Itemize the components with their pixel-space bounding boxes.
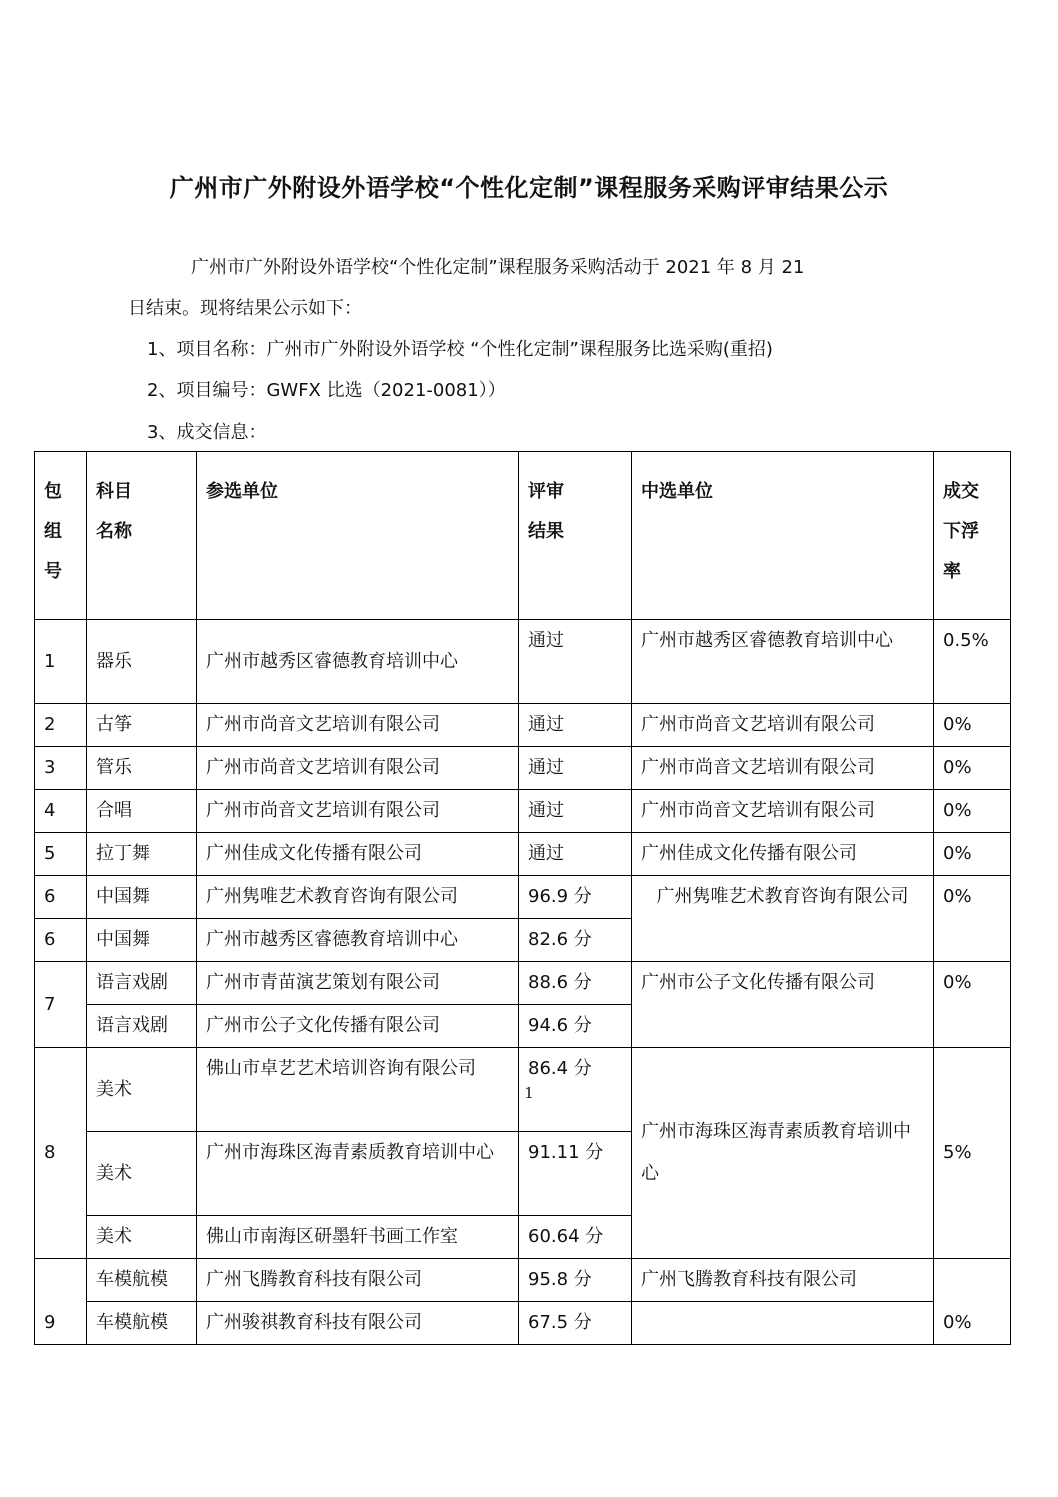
cell-bidder: 广州飞腾教育科技有限公司 [197, 1259, 519, 1302]
header-subject-name: 科目名称 [87, 452, 197, 620]
cell-result: 通过 [519, 790, 632, 833]
table-header-row [35, 452, 1011, 620]
cell-discount: 0% [934, 876, 1011, 962]
cell-subject: 美术 [87, 1216, 197, 1259]
project-name-line: 1、项目名称：广州市广外附设外语学校 “个性化定制”课程服务比选采购(重招) [147, 339, 773, 360]
cell-result: 94.6 分 [519, 1005, 632, 1048]
cell-subject: 车模航模 [87, 1302, 197, 1345]
cell-result: 通过 [519, 833, 632, 876]
cell-result: 通过 [519, 704, 632, 747]
intro-line-1: 广州市广外附设外语学校“个性化定制”课程服务采购活动于 2021 年 8 月 21 [191, 257, 805, 278]
cell-bidder: 广州佳成文化传播有限公司 [197, 833, 519, 876]
table-row [35, 704, 1011, 747]
cell-group: 9 [35, 1259, 87, 1345]
cell-discount: 5% [934, 1048, 1011, 1259]
cell-bidder: 广州市公子文化传播有限公司 [197, 1005, 519, 1048]
cell-group: 3 [35, 747, 87, 790]
cell-subject: 车模航模 [87, 1259, 197, 1302]
header-discount: 成交下浮率 [934, 452, 1011, 620]
table-row [35, 1302, 1011, 1345]
cell-subject: 中国舞 [87, 919, 197, 962]
cell-subject: 拉丁舞 [87, 833, 197, 876]
cell-bidder: 广州市越秀区睿德教育培训中心 [197, 919, 519, 962]
cell-discount: 0% [934, 962, 1011, 1048]
cell-result: 通过 [519, 747, 632, 790]
cell-bidder: 广州市尚音文艺培训有限公司 [197, 747, 519, 790]
header-winner: 中选单位 [632, 452, 934, 620]
cell-result: 86.4 分 [519, 1048, 632, 1132]
cell-subject: 古筝 [87, 704, 197, 747]
header-result: 评审结果 [519, 452, 632, 620]
cell-result: 60.64 分 [519, 1216, 632, 1259]
cell-winner: 广州市海珠区海青素质教育培训中心 [632, 1048, 934, 1259]
cell-subject: 语言戏剧 [87, 1005, 197, 1048]
cell-group: 6 [35, 919, 87, 962]
cell-winner: 广州隽唯艺术教育咨询有限公司 [632, 876, 934, 962]
cell-subject: 语言戏剧 [87, 962, 197, 1005]
cell-bidder: 广州市尚音文艺培训有限公司 [197, 704, 519, 747]
cell-result: 82.6 分 [519, 919, 632, 962]
cell-group: 6 [35, 876, 87, 919]
cell-discount: 0% [934, 704, 1011, 747]
cell-subject: 美术 [87, 1048, 197, 1132]
cell-group: 7 [35, 962, 87, 1048]
cell-winner: 广州佳成文化传播有限公司 [632, 833, 934, 876]
cell-winner: 广州市尚音文艺培训有限公司 [632, 790, 934, 833]
table-row [35, 876, 1011, 919]
cell-winner: 广州飞腾教育科技有限公司 [632, 1259, 934, 1302]
cell-discount: 0% [934, 833, 1011, 876]
deal-info-line: 3、成交信息： [147, 422, 267, 443]
cell-discount: 0% [934, 790, 1011, 833]
cell-winner: 广州市公子文化传播有限公司 [632, 962, 934, 1048]
cell-result: 91.11 分 [519, 1132, 632, 1216]
cell-discount: 0.5% [934, 620, 1011, 704]
table-row [35, 747, 1011, 790]
cell-winner: 广州市尚音文艺培训有限公司 [632, 747, 934, 790]
header-group-number: 包组号 [35, 452, 87, 620]
cell-bidder: 佛山市卓艺艺术培训咨询有限公司 [197, 1048, 519, 1132]
cell-discount: 0% [934, 747, 1011, 790]
cell-result: 67.5 分 [519, 1302, 632, 1345]
project-number-line: 2、项目编号：GWFX 比选（2021-0081）） [147, 380, 506, 401]
cell-result: 通过 [519, 620, 632, 704]
cell-bidder: 广州市海珠区海青素质教育培训中心 [197, 1132, 519, 1216]
cell-subject: 美术 [87, 1132, 197, 1216]
cell-group: 5 [35, 833, 87, 876]
table-row [35, 833, 1011, 876]
cell-bidder: 广州市越秀区睿德教育培训中心 [197, 620, 519, 704]
cell-winner [632, 1302, 934, 1345]
document-title: 广州市广外附设外语学校“个性化定制”课程服务采购评审结果公示 [169, 174, 889, 202]
cell-subject: 器乐 [87, 620, 197, 704]
cell-group: 1 [35, 620, 87, 704]
cell-bidder: 广州骏祺教育科技有限公司 [197, 1302, 519, 1345]
header-bidder: 参选单位 [197, 452, 519, 620]
cell-subject: 中国舞 [87, 876, 197, 919]
table-row [35, 790, 1011, 833]
cell-bidder: 广州市青苗演艺策划有限公司 [197, 962, 519, 1005]
cell-winner: 广州市尚音文艺培训有限公司 [632, 704, 934, 747]
cell-winner: 广州市越秀区睿德教育培训中心 [632, 620, 934, 704]
table-row [35, 620, 1011, 704]
cell-subject: 合唱 [87, 790, 197, 833]
page-number: 1 [524, 1084, 534, 1102]
cell-result: 95.8 分 [519, 1259, 632, 1302]
intro-line-2: 日结束。现将结果公示如下： [128, 298, 362, 319]
cell-group: 2 [35, 704, 87, 747]
cell-bidder: 广州市尚音文艺培训有限公司 [197, 790, 519, 833]
table-row [35, 1259, 1011, 1302]
cell-bidder: 广州隽唯艺术教育咨询有限公司 [197, 876, 519, 919]
cell-result: 96.9 分 [519, 876, 632, 919]
cell-group: 4 [35, 790, 87, 833]
cell-group: 8 [35, 1048, 87, 1259]
cell-subject: 管乐 [87, 747, 197, 790]
cell-result: 88.6 分 [519, 962, 632, 1005]
cell-bidder: 佛山市南海区研墨轩书画工作室 [197, 1216, 519, 1259]
table-row [35, 962, 1011, 1005]
cell-discount: 0% [934, 1259, 1011, 1345]
results-table [34, 451, 1011, 1345]
